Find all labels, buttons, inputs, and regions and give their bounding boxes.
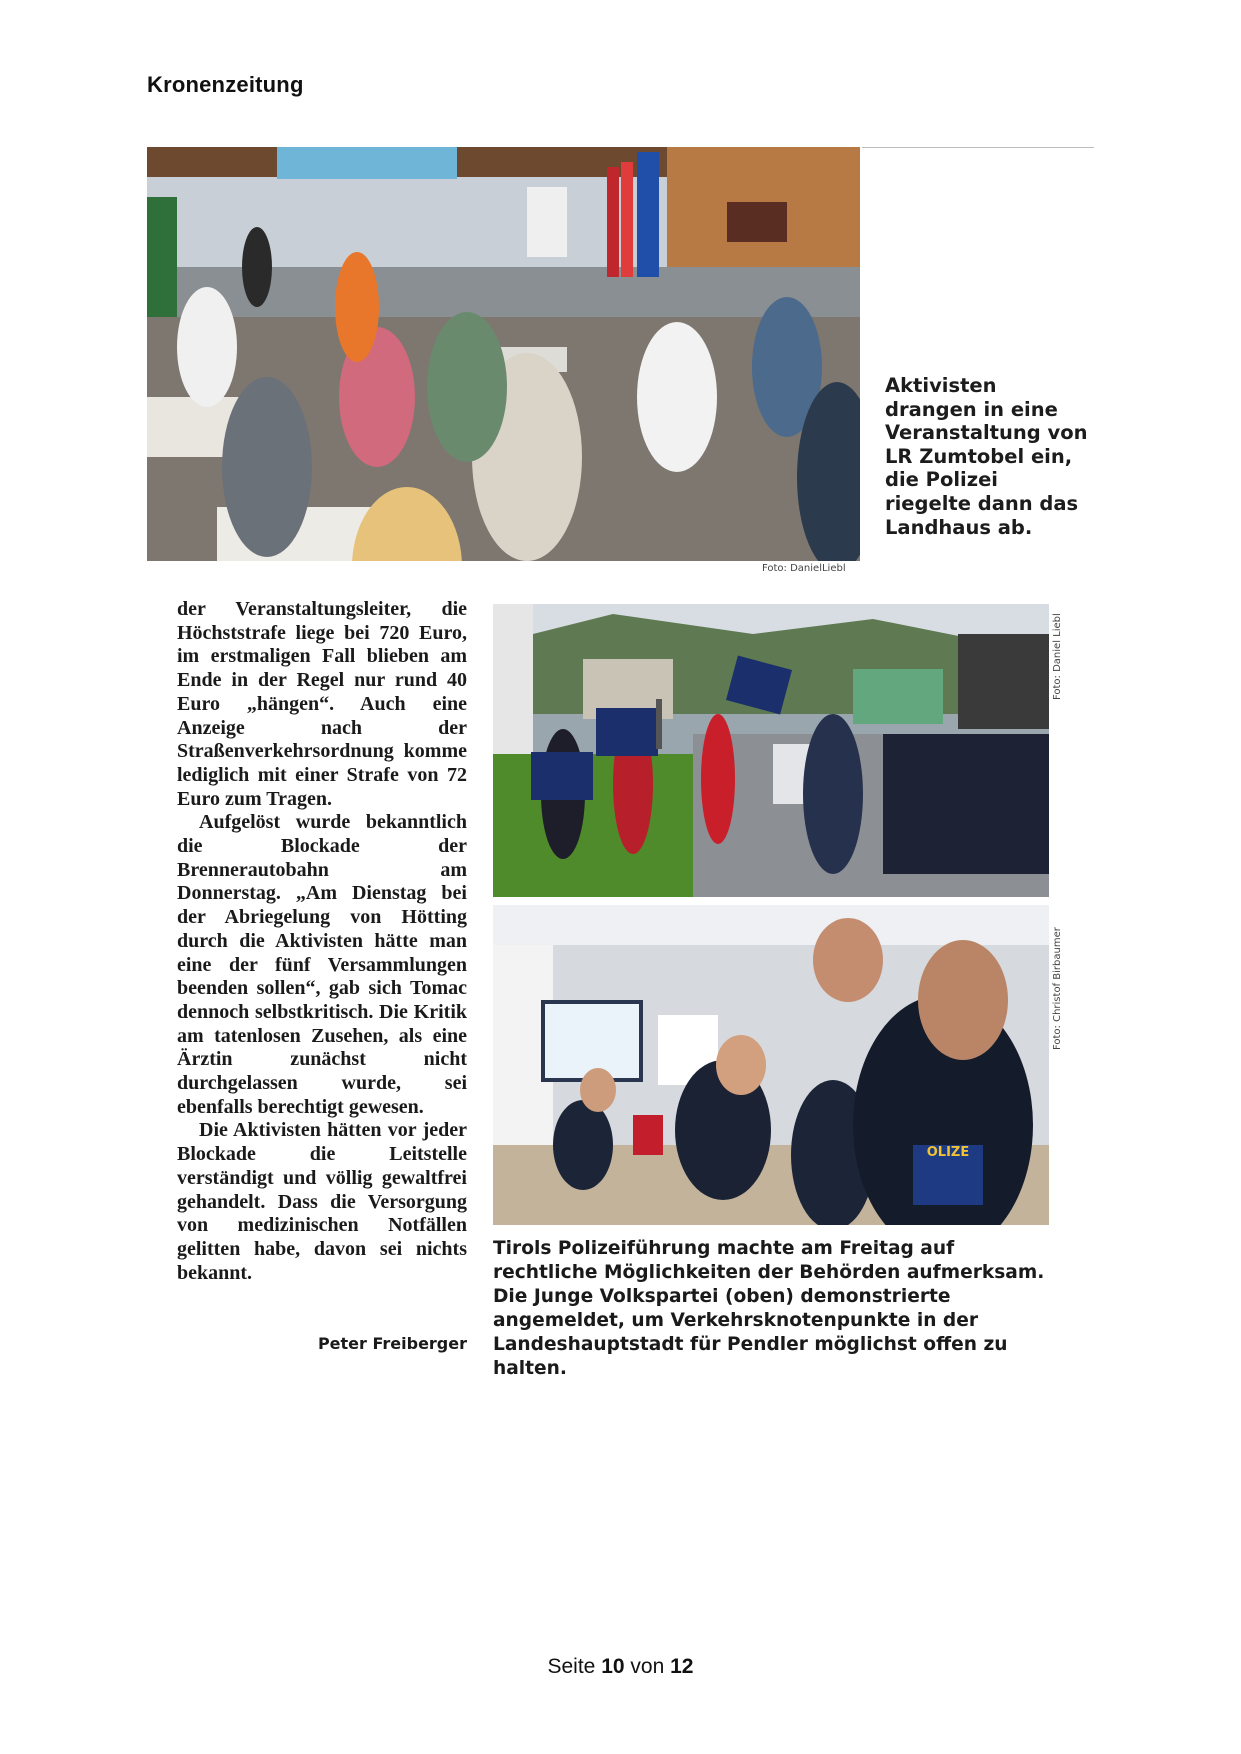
bottom-caption: Tirols Polizeiführung machte am Freitag auf rechtliche Möglichkeiten der Behörden aufmerksam. Die Junge Volkspartei (oben) demonstrierte angemeldet, um Verkehrsknotenpunkte in der Landeshauptstadt für Pendler möglichst offen zu halten. [493, 1238, 1045, 1379]
divider-line [862, 147, 1094, 148]
bottom-photo-credit: Foto: Christof Birbaumer [1052, 927, 1063, 1050]
middle-photo [493, 604, 1049, 897]
article-body [177, 598, 467, 1285]
bottom-photo [493, 905, 1049, 1225]
footer-total-pages: 12 [670, 1655, 694, 1678]
page-footer [0, 1655, 1241, 1679]
top-photo-caption: Aktivisten drangen in eine Veranstaltung von LR Zumtobel ein, die Polizei riegelte dann das Landhaus ab. [885, 374, 1088, 539]
police-badge-text: OLIZE [926, 1145, 970, 1160]
article-paragraph: Die Aktivisten hätten vor jeder Blockade die Leitstelle verständigt und völlig gewaltfrei gehandelt. Dass die Versorgung von medizinischen Notfällen gelitten habe, davon sei nichts bekannt. [177, 1119, 467, 1284]
top-photo-credit: Foto: DanielLiebl [762, 563, 846, 574]
middle-photo-credit: Foto: Daniel Liebl [1052, 613, 1063, 700]
publication-title: Kronenzeitung [147, 72, 304, 97]
article-author: Peter Freiberger [317, 1334, 467, 1353]
article-paragraph: Aufgelöst wurde bekanntlich die Blockade der Brennerautobahn am Donnerstag. „Am Dienstag bei der Abriegelung von Hötting durch die Aktivisten hätte man eine der fünf Versammlungen beenden sollen“, gab sich Tomac dennoch selbstkritisch. Die Kritik am tatenlosen Zusehen, als eine Ärztin zunächst nicht durchgelassen wurde, sei ebenfalls berechtigt gewesen. [177, 811, 467, 1118]
footer-middle: von [630, 1655, 665, 1678]
top-photo [147, 147, 860, 561]
article-paragraph: der Veranstaltungsleiter, die Höchststrafe liege bei 720 Euro, im erstmaligen Fall blieben am Ende in der Regel nur rund 40 Euro „hängen“. Auch eine Anzeige nach der Straßenverkehrsordnung komme lediglich mit einer Strafe von 72 Euro zum Tragen. [177, 598, 467, 810]
footer-prefix: Seite [547, 1655, 596, 1678]
footer-page-number: 10 [601, 1655, 625, 1678]
